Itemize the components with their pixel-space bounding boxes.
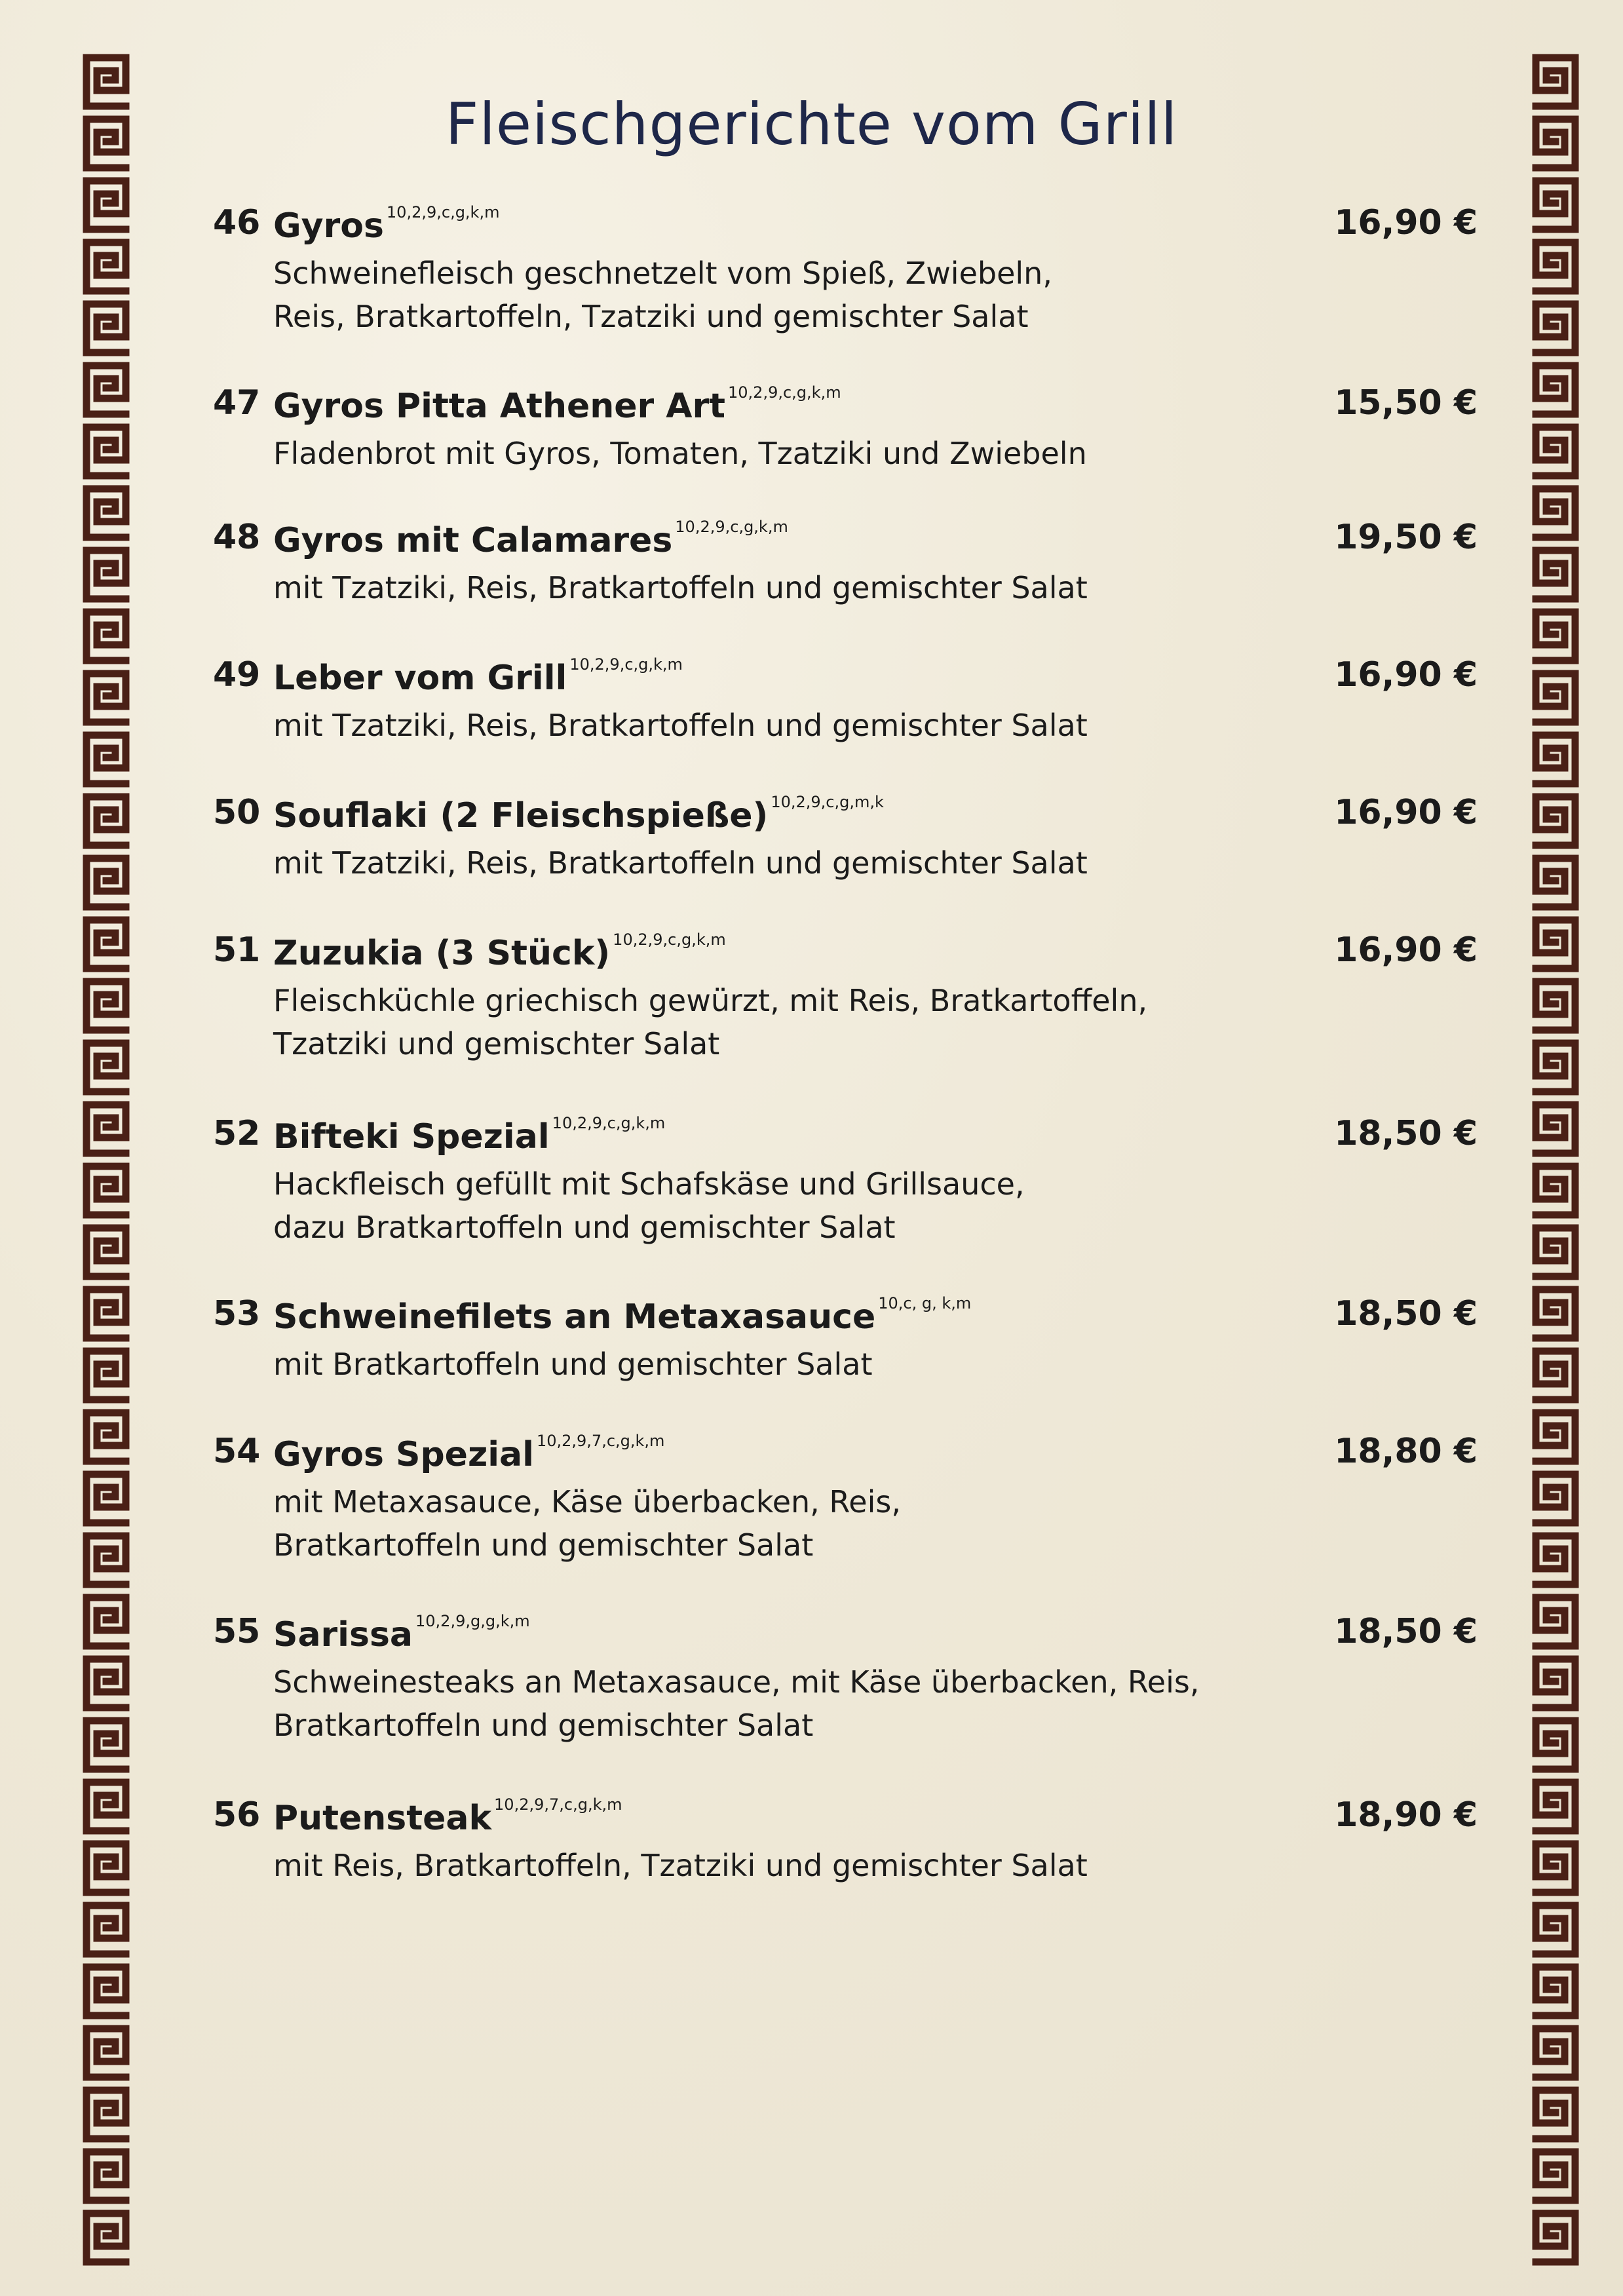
menu-item bbox=[213, 383, 1478, 475]
item-description-line: mit Tzatziki, Reis, Bratkartoffeln und gemischter Salat bbox=[273, 708, 1088, 743]
item-description-line: dazu Bratkartoffeln und gemischter Salat bbox=[273, 1210, 896, 1245]
item-name bbox=[273, 203, 499, 246]
menu-item bbox=[213, 1795, 1478, 1887]
item-description-line: Fladenbrot mit Gyros, Tomaten, Tzatziki und Zwiebeln bbox=[273, 436, 1087, 471]
item-name bbox=[273, 518, 788, 560]
item-allergens: 10,2,9,7,c,g,k,m bbox=[536, 1432, 665, 1450]
item-allergens: 10,2,9,c,g,k,m bbox=[613, 930, 726, 949]
item-price: 16,90 € bbox=[1334, 793, 1478, 832]
item-description-line: mit Bratkartoffeln und gemischter Salat bbox=[273, 1347, 873, 1382]
item-name-text: Gyros Spezial bbox=[273, 1435, 534, 1474]
item-name-text: Leber vom Grill bbox=[273, 659, 567, 698]
item-name-text: Putensteak bbox=[273, 1799, 492, 1838]
item-number: 47 bbox=[213, 383, 261, 423]
item-description-line: Bratkartoffeln und gemischter Salat bbox=[273, 1527, 814, 1563]
menu-item bbox=[213, 518, 1478, 609]
item-price: 18,50 € bbox=[1334, 1294, 1478, 1333]
item-allergens: 10,c, g, k,m bbox=[878, 1294, 972, 1312]
greek-key-border-left bbox=[80, 51, 132, 2266]
menu-item bbox=[213, 930, 1478, 1065]
item-name bbox=[273, 1432, 664, 1474]
item-price: 18,50 € bbox=[1334, 1612, 1478, 1651]
item-number: 46 bbox=[213, 203, 261, 242]
item-number: 51 bbox=[213, 930, 261, 970]
item-name bbox=[273, 1114, 665, 1157]
item-price: 18,90 € bbox=[1334, 1795, 1478, 1835]
item-price: 16,90 € bbox=[1334, 203, 1478, 242]
item-allergens: 10,2,9,c,g,k,m bbox=[675, 518, 788, 536]
item-number: 50 bbox=[213, 793, 261, 832]
item-description-line: Fleischküchle griechisch gewürzt, mit Reis, Bratkartoffeln, bbox=[273, 983, 1148, 1018]
item-number: 55 bbox=[213, 1612, 261, 1651]
item-description-line: Tzatziki und gemischter Salat bbox=[273, 1026, 720, 1062]
item-allergens: 10,2,9,c,g,k,m bbox=[552, 1114, 666, 1132]
item-price: 19,50 € bbox=[1334, 518, 1478, 557]
item-name-text: Souflaki (2 Fleischspieße) bbox=[273, 796, 769, 835]
item-name bbox=[273, 793, 884, 835]
item-name bbox=[273, 655, 683, 698]
item-description-line: mit Metaxasauce, Käse überbacken, Reis, bbox=[273, 1484, 901, 1520]
menu-item bbox=[213, 1432, 1478, 1567]
item-price: 16,90 € bbox=[1334, 655, 1478, 695]
item-name-text: Zuzukia (3 Stück) bbox=[273, 934, 611, 973]
item-number: 48 bbox=[213, 518, 261, 557]
item-number: 53 bbox=[213, 1294, 261, 1333]
item-description-line: Schweinefleisch geschnetzelt vom Spieß, Zwiebeln, bbox=[273, 256, 1052, 291]
item-name-text: Gyros Pitta Athener Art bbox=[273, 387, 726, 426]
item-description-line: Schweinesteaks an Metaxasauce, mit Käse überbacken, Reis, bbox=[273, 1664, 1200, 1700]
greek-key-border-right bbox=[1529, 51, 1582, 2266]
item-name-text: Sarissa bbox=[273, 1615, 413, 1655]
menu-item bbox=[213, 1294, 1478, 1386]
menu-item bbox=[213, 203, 1478, 338]
item-allergens: 10,2,9,g,g,k,m bbox=[415, 1612, 530, 1630]
item-name bbox=[273, 930, 726, 973]
item-description-line: Reis, Bratkartoffeln, Tzatziki und gemischter Salat bbox=[273, 299, 1029, 334]
item-number: 54 bbox=[213, 1432, 261, 1471]
item-name bbox=[273, 1795, 622, 1838]
item-name bbox=[273, 383, 841, 426]
item-description-line: Bratkartoffeln und gemischter Salat bbox=[273, 1708, 814, 1743]
item-description-line: mit Tzatziki, Reis, Bratkartoffeln und gemischter Salat bbox=[273, 570, 1088, 605]
item-number: 52 bbox=[213, 1114, 261, 1153]
menu-item bbox=[213, 793, 1478, 885]
item-name-text: Schweinefilets an Metaxasauce bbox=[273, 1297, 876, 1337]
item-price: 18,50 € bbox=[1334, 1114, 1478, 1153]
item-description-line: mit Reis, Bratkartoffeln, Tzatziki und gemischter Salat bbox=[273, 1848, 1088, 1883]
item-allergens: 10,2,9,7,c,g,k,m bbox=[494, 1795, 622, 1814]
item-description-line: Hackfleisch gefüllt mit Schafskäse und Grillsauce, bbox=[273, 1166, 1025, 1202]
item-price: 16,90 € bbox=[1334, 930, 1478, 970]
item-name bbox=[273, 1612, 530, 1655]
item-price: 15,50 € bbox=[1334, 383, 1478, 423]
item-number: 56 bbox=[213, 1795, 261, 1835]
item-allergens: 10,2,9,c,g,k,m bbox=[569, 655, 683, 674]
item-number: 49 bbox=[213, 655, 261, 695]
item-allergens: 10,2,9,c,g,k,m bbox=[728, 383, 841, 402]
item-name-text: Gyros mit Calamares bbox=[273, 521, 673, 560]
item-description-line: mit Tzatziki, Reis, Bratkartoffeln und gemischter Salat bbox=[273, 845, 1088, 881]
item-allergens: 10,2,9,c,g,k,m bbox=[386, 203, 500, 221]
menu-item bbox=[213, 1612, 1478, 1747]
item-allergens: 10,2,9,c,g,m,k bbox=[771, 793, 884, 811]
item-name-text: Gyros bbox=[273, 206, 384, 246]
menu-item bbox=[213, 655, 1478, 747]
item-name-text: Bifteki Spezial bbox=[273, 1117, 550, 1157]
menu-item bbox=[213, 1114, 1478, 1249]
page-title: Fleischgerichte vom Grill bbox=[445, 90, 1178, 158]
item-price: 18,80 € bbox=[1334, 1432, 1478, 1471]
item-name bbox=[273, 1294, 971, 1337]
